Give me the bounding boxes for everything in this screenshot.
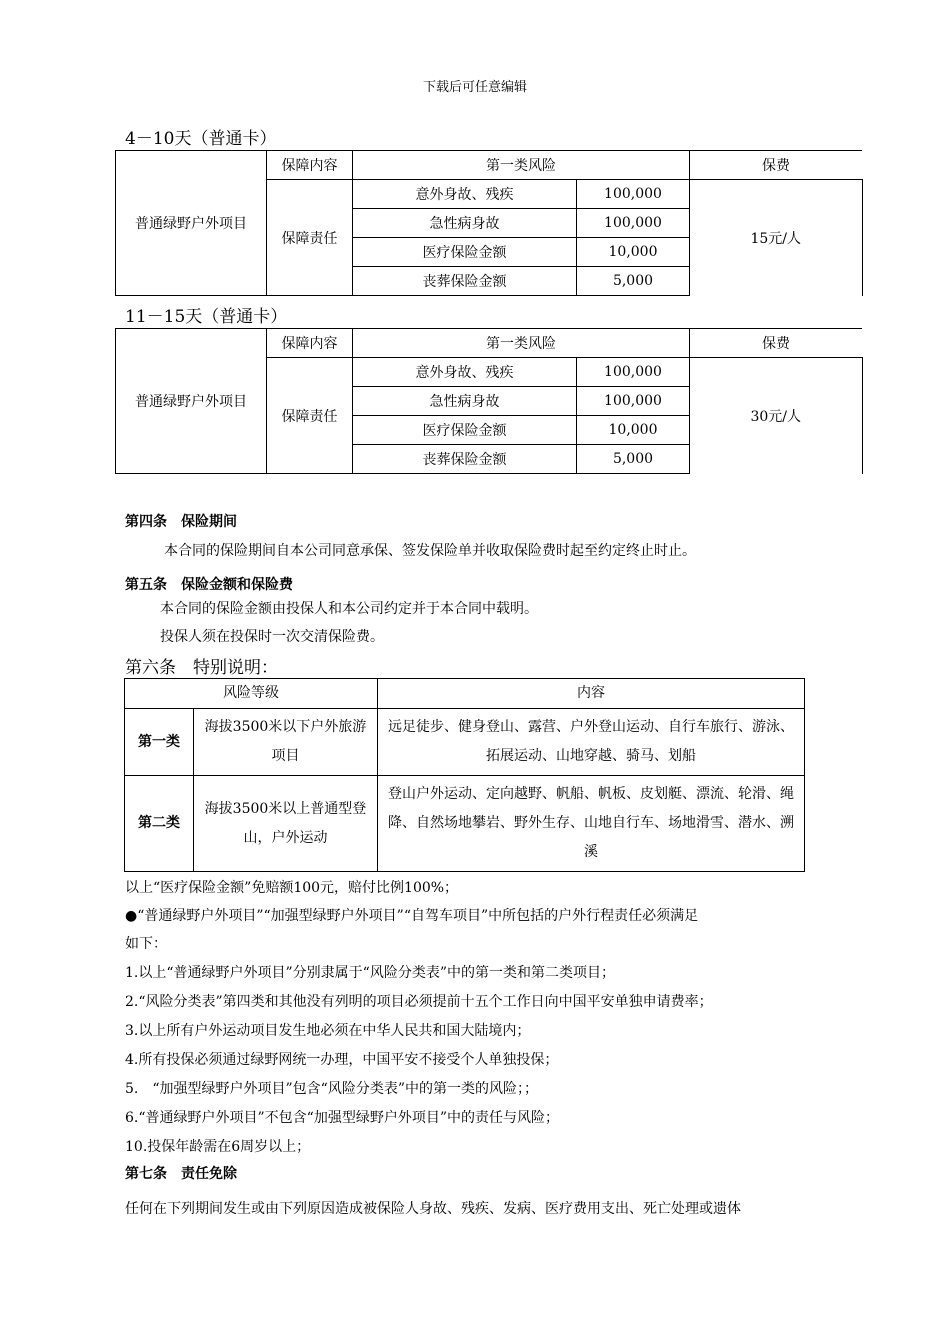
item-cell: 医疗保险金额 xyxy=(353,238,577,267)
amount-cell: 100,000 xyxy=(577,358,690,387)
amount-cell: 5,000 xyxy=(577,267,690,296)
article-5-title: 第五条 保险金额和保险费 xyxy=(125,577,293,593)
amount-cell: 10,000 xyxy=(577,238,690,267)
item-cell: 丧葬保险金额 xyxy=(353,445,577,474)
risk-class-cell: 第二类 xyxy=(125,776,194,872)
item-cell: 意外身故、残疾 xyxy=(353,358,577,387)
risk-content-cell: 登山户外运动、定向越野、帆船、帆板、皮划艇、漂流、轮滑、绳降、自然场地攀岩、野外生存、山地自行车、场地滑雪、潜水、溯溪 xyxy=(378,776,805,872)
amount-cell: 5,000 xyxy=(577,445,690,474)
article-6-title: 第六条 特别说明： xyxy=(125,658,278,678)
section-a-table xyxy=(115,150,863,296)
risk-table xyxy=(124,678,805,872)
note-line: 4.所有投保必须通过绿野网统一办理，中国平安不接受个人单独投保； xyxy=(125,1052,559,1068)
col-content-header: 保障内容 xyxy=(267,329,353,358)
project-cell: 普通绿野户外项目 xyxy=(116,329,267,474)
note-line: 6.“普通绿野户外项目”不包含“加强型绿野户外项目”中的责任与风险； xyxy=(125,1110,559,1126)
note-line: 如下： xyxy=(125,936,167,952)
col-premium-header: 保费 xyxy=(690,151,863,180)
col-content-header: 保障内容 xyxy=(267,151,353,180)
page-header: 下载后可任意编辑 xyxy=(422,80,527,95)
note-line: 3.以上所有户外运动项目发生地必须在中华人民共和国大陆境内； xyxy=(125,1023,531,1039)
article-7-text: 任何在下列期间发生或由下列原因造成被保险人身故、残疾、发病、医疗费用支出、死亡处理或遗体 xyxy=(125,1201,741,1217)
section-b-title: 11－15天（普通卡） xyxy=(125,307,288,327)
risk-content-cell: 远足徒步、健身登山、露营、户外登山运动、自行车旅行、游泳、拓展运动、山地穿越、骑马、划船 xyxy=(378,709,805,776)
amount-cell: 100,000 xyxy=(577,387,690,416)
item-cell: 丧葬保险金额 xyxy=(353,267,577,296)
risk-desc-cell: 海拔3500米以上普通型登山，户外运动 xyxy=(194,776,378,872)
item-cell: 急性病身故 xyxy=(353,209,577,238)
risk-desc-cell: 海拔3500米以下户外旅游项目 xyxy=(194,709,378,776)
article-7-title: 第七条 责任免除 xyxy=(125,1166,237,1182)
amount-cell: 100,000 xyxy=(577,180,690,209)
article-5-text-1: 本合同的保险金额由投保人和本公司约定并于本合同中载明。 xyxy=(160,601,538,617)
note-line: 5. “加强型绿野户外项目”包含“风险分类表”中的第一类的风险；； xyxy=(125,1081,538,1097)
note-line: ●“普通绿野户外项目”“加强型绿野户外项目”“自驾车项目”中所包括的户外行程责任必须满足 xyxy=(125,908,699,924)
article-4-title: 第四条 保险期间 xyxy=(125,514,237,530)
item-cell: 急性病身故 xyxy=(353,387,577,416)
col-level-header: 风险等级 xyxy=(125,679,378,709)
article-5-text-2: 投保人须在投保时一次交清保险费。 xyxy=(160,629,384,645)
project-cell: 普通绿野户外项目 xyxy=(116,151,267,296)
premium-cell: 30元/人 xyxy=(690,358,863,474)
section-b-table xyxy=(115,328,863,474)
section-a-title: 4－10天（普通卡） xyxy=(125,129,277,149)
item-cell: 意外身故、残疾 xyxy=(353,180,577,209)
item-cell: 医疗保险金额 xyxy=(353,416,577,445)
duty-cell: 保障责任 xyxy=(267,358,353,474)
col-risk-header: 第一类风险 xyxy=(353,151,690,180)
amount-cell: 10,000 xyxy=(577,416,690,445)
article-4-text: 本合同的保险期间自本公司同意承保、签发保险单并收取保险费时起至约定终止时止。 xyxy=(164,543,696,559)
note-line: 10.投保年龄需在6周岁以上； xyxy=(125,1139,311,1155)
premium-cell: 15元/人 xyxy=(690,180,863,296)
risk-class-cell: 第一类 xyxy=(125,709,194,776)
note-line: 以上“医疗保险金额”免赔额100元，赔付比例100%； xyxy=(125,880,459,896)
col-risk-header: 第一类风险 xyxy=(353,329,690,358)
note-line: 2.“风险分类表”第四类和其他没有列明的项目必须提前十五个工作日向中国平安单独申请费率； xyxy=(125,994,713,1010)
col-content-header: 内容 xyxy=(378,679,805,709)
col-premium-header: 保费 xyxy=(690,329,863,358)
note-line: 1.以上“普通绿野户外项目”分别隶属于“风险分类表”中的第一类和第二类项目； xyxy=(125,965,615,981)
amount-cell: 100,000 xyxy=(577,209,690,238)
duty-cell: 保障责任 xyxy=(267,180,353,296)
